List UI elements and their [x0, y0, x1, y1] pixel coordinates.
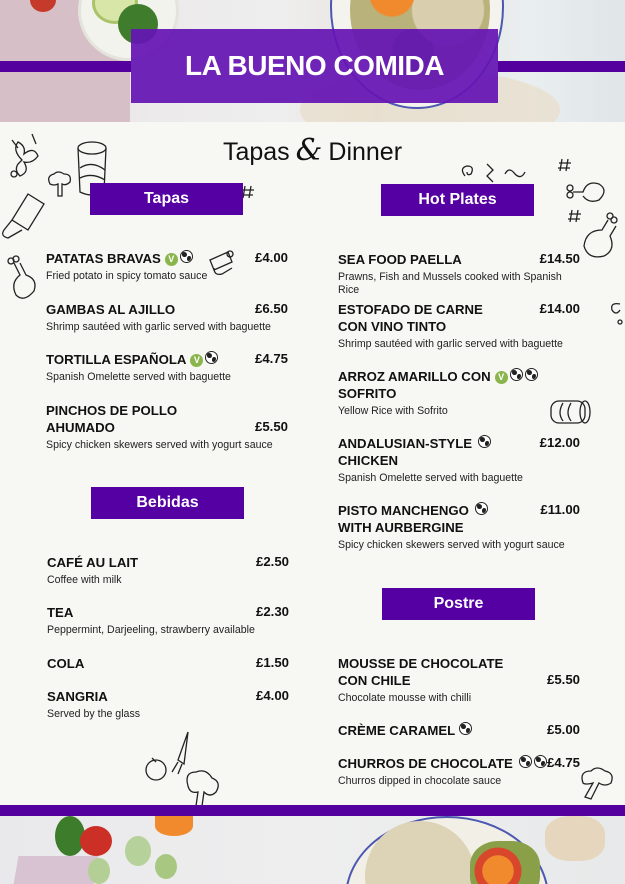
item-price: £5.50 — [254, 419, 288, 434]
item-name-line1: PISTO MANCHENGO — [338, 503, 469, 518]
sprout-image — [155, 854, 177, 879]
item-name-line2: AHUMADO — [46, 420, 115, 435]
item-name-line1: ANDALUSIAN-STYLE — [338, 436, 473, 451]
item-price: £4.00 — [254, 250, 288, 265]
item-name: GAMBAS AL AJILLO — [46, 302, 176, 317]
item-name: CAFÉ AU LAIT — [47, 555, 139, 570]
globe-icon — [478, 435, 491, 448]
sprout-image — [125, 836, 151, 866]
item-description: Served by the glass — [47, 708, 141, 720]
item-name-line1: PINCHOS DE POLLO — [46, 403, 178, 418]
item-price: £14.00 — [539, 301, 580, 316]
menu-item-cafe-au-lait — [47, 554, 289, 587]
item-price: £6.50 — [254, 301, 288, 316]
footer-bar — [0, 805, 625, 816]
menu-item-churros-de-chocolate — [338, 755, 580, 788]
item-name: SEA FOOD PAELLA — [338, 252, 462, 267]
item-description: Coffee with milk — [47, 574, 122, 586]
item-name-line2: CON VINO TINTO — [338, 319, 447, 334]
doodle-chicken-leg-icon — [5, 255, 40, 305]
menu-item-patatas-bravas — [46, 250, 288, 283]
item-name: TEA — [47, 605, 74, 620]
doodle-vegetables-icon — [140, 730, 230, 808]
section-header-tapas — [90, 183, 243, 215]
menu-item-mousse-de-chocolate — [338, 655, 580, 705]
globe-icon — [205, 351, 218, 364]
section-title-hot-plates: Hot Plates — [418, 191, 497, 208]
doodle-chicken-leg-icon-2 — [578, 210, 618, 270]
item-price: £4.75 — [254, 351, 288, 366]
sprout-image — [88, 858, 110, 884]
item-description: Spicy chicken skewers served with yogurt sauce — [46, 439, 273, 451]
restaurant-name: LA BUENO COMIDA — [184, 50, 444, 81]
section-title-postre: Postre — [433, 595, 484, 612]
menu-item-sangria — [47, 688, 289, 721]
item-name-line1: ESTOFADO DE CARNE — [338, 302, 483, 317]
doodle-bottle-icon — [0, 190, 50, 240]
doodle-broccoli-icon-2 — [575, 765, 625, 805]
item-name: PATATAS BRAVAS — [46, 251, 161, 266]
globe-icon — [519, 755, 532, 768]
item-description: Spicy chicken skewers served with yogurt sauce — [338, 539, 565, 551]
item-name-line2: SOFRITO — [338, 386, 397, 401]
item-price: £12.00 — [539, 435, 580, 450]
item-name-line2: WITH AURBERGINE — [338, 520, 464, 535]
tomato-image — [80, 826, 112, 856]
section-title-tapas: Tapas — [143, 190, 190, 207]
item-description: Peppermint, Darjeeling, strawberry available — [47, 624, 255, 636]
carrot-slice-image — [155, 816, 193, 836]
vegetarian-icon: V — [165, 253, 178, 266]
menu-item-andalusian-style-chicken — [338, 435, 580, 485]
item-name-line1: MOUSSE DE CHOCOLATE — [338, 656, 504, 671]
ginger-image — [545, 816, 605, 861]
item-price: £2.50 — [255, 554, 289, 569]
menu-item-tortilla-espanola — [46, 351, 288, 384]
menu-item-gambas-al-ajillo — [46, 301, 288, 334]
menu-item-sea-food-paella — [338, 251, 580, 297]
item-description: Fried potato in spicy tomato sauce — [46, 270, 208, 282]
item-price: £4.75 — [546, 755, 580, 770]
item-price: £1.50 — [255, 655, 289, 670]
doodle-hashtag-icon-2 — [557, 157, 573, 173]
header-bar-right — [498, 61, 625, 72]
item-name: CRÈME CARAMEL — [338, 723, 456, 738]
item-price: £11.00 — [540, 502, 580, 517]
item-name: COLA — [47, 656, 85, 671]
section-header-bebidas — [91, 487, 244, 519]
section-header-hot-plates — [381, 184, 534, 216]
menu-item-creme-caramel — [338, 722, 580, 739]
doodle-swirl-icon-2 — [608, 298, 624, 338]
item-price: £5.00 — [546, 722, 580, 737]
ampersand: & — [295, 133, 323, 168]
item-name-line2: CON CHILE — [338, 673, 411, 688]
item-description: Yellow Rice with Sofrito — [338, 405, 448, 417]
menu-item-cola — [47, 655, 289, 672]
globe-icon — [510, 368, 523, 381]
vegetarian-icon: V — [190, 354, 203, 367]
globe-icon — [475, 502, 488, 515]
item-description: Spanish Omelette served with baguette — [338, 472, 523, 484]
section-title-bebidas: Bebidas — [136, 494, 199, 511]
menu-item-estofado-de-carne — [338, 301, 580, 351]
globe-icon — [525, 368, 538, 381]
item-name: SANGRIA — [47, 689, 108, 704]
item-name: CHURROS DE CHOCOLATE — [338, 756, 513, 771]
doodle-drumstick-icon — [565, 178, 610, 208]
item-name-line1: ARROZ AMARILLO CON — [338, 369, 491, 384]
item-description: Prawns, Fish and Mussels cooked with Spanish Rice — [338, 271, 562, 296]
menu-item-arroz-amarillo — [338, 368, 580, 418]
globe-icon — [534, 755, 547, 768]
item-description: Churros dipped in chocolate sauce — [338, 775, 502, 787]
section-header-postre — [382, 588, 535, 620]
item-description: Chocolate mousse with chilli — [338, 692, 472, 704]
subtitle-left: Tapas — [222, 138, 290, 166]
item-name-line2: CHICKEN — [338, 453, 399, 468]
napkin-image — [11, 856, 98, 884]
menu-item-pinchos-de-pollo — [46, 402, 288, 452]
item-price: £4.00 — [255, 688, 289, 703]
item-description: Shrimp sautéed with garlic served with baguette — [46, 321, 271, 333]
item-price: £5.50 — [546, 672, 580, 687]
globe-icon — [180, 250, 193, 263]
subtitle-right: Dinner — [328, 138, 403, 166]
footer-food-photo — [0, 816, 625, 884]
item-price: £14.50 — [539, 251, 580, 266]
globe-icon — [459, 722, 472, 735]
title-banner — [131, 29, 498, 103]
header-bar-left — [0, 61, 131, 72]
item-description: Shrimp sautéed with garlic served with baguette — [338, 338, 563, 350]
item-price: £2.30 — [255, 604, 289, 619]
vegetarian-icon: V — [495, 371, 508, 384]
menu-item-tea — [47, 604, 289, 637]
item-name: TORTILLA ESPAÑOLA — [46, 352, 187, 367]
menu-item-pisto-manchengo — [338, 502, 580, 552]
roasted-veg-image — [470, 841, 540, 884]
item-description: Spanish Omelette served with baguette — [46, 371, 231, 383]
